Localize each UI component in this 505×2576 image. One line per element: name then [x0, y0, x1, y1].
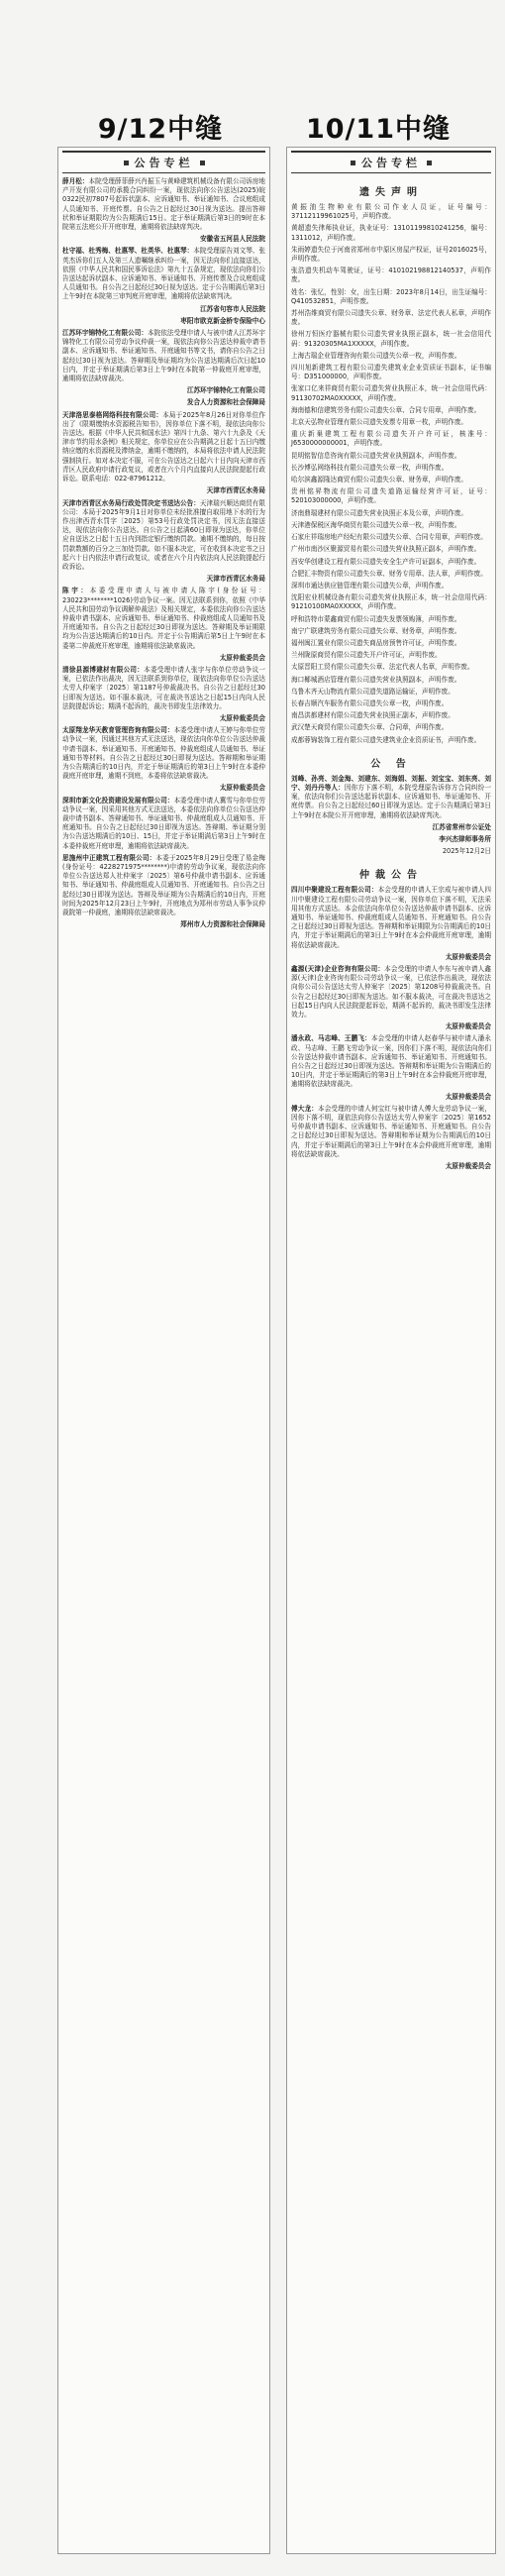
loss-notice-item: 西安华创建设工程有限公司遗失安全生产许可证副本，声明作废。: [291, 557, 481, 566]
notice-item: [291, 1105, 491, 1159]
loss-notice-item: 张家口亿来祥商贸有限公司遗失营业执照正本，统一社会信用代码：91130702MA0XXXXX，声明作废。: [291, 384, 491, 402]
notice-item: [291, 1034, 491, 1089]
square-ornament-icon: [200, 161, 205, 165]
loss-notice-item: 上海古瑞企业管理咨询有限公司遗失公章一枚，声明作废。: [291, 351, 461, 360]
loss-notice-item: 天津港保税区海华商贸有限公司遗失公章一枚，声明作废。: [291, 520, 461, 529]
right-notice-column: [286, 147, 496, 2554]
notice-signature: 江苏省常州市公证处: [432, 822, 491, 831]
loss-notice-item: 济南鼎瑞建材有限公司遗失营业执照正本及公章，声明作废。: [291, 508, 468, 517]
notice-body: 本局于2025年8月26日对你单位作出了《限期缴纳水资源税告知书》，因你单位下落不明，现依法向你公告送达。根据《中华人民共和国水法》第四十九条、第六十九条及《天津市节约用水条例》相关规定，你单位应在公告期满之日起十五日内缴纳应缴的水资源税及滞纳金，逾期不缴纳的，本局将依法申请人民法院强制执行。如对本决定不服，可在公告送达之日起六十日内向天津市西青区人民政府申请行政复议，或者在六个月内直接向人民法院提起行政诉讼。联系电话：022-87961212。: [62, 410, 265, 483]
notice-signature: 太原仲裁委员会: [445, 1162, 491, 1171]
notice-signature: 天津市西青区水务局: [206, 575, 265, 584]
notice-signature: 枣阳市欧克新金桥专保险中心: [180, 316, 265, 325]
notice-item: [62, 411, 265, 484]
notice-addressee: 陈宇：: [62, 587, 90, 595]
notice-body: 本院受理薛菲薛兴肖振玉与黄峰建筑机械设备有限公司诉房地产开发有限公司的承揽合同纠纷一案，现依法向你公告送达(2025)皖0322民初7807号起诉状副本、应诉通知书、举证通知书、合议庭组成人员通知书、开庭传票。自公告之日起经过30日视为送达。提出答辩状和举证期限均为公告期满后15日。定于举证期满后第3日的9时在本院第五法庭公开开庭审理，逾期将依法缺席判决。: [62, 177, 266, 232]
loss-notice-item: 长春吉顺汽车服务有限公司遗失公章一枚，声明作废。: [291, 698, 449, 707]
notice-addressee: 鑫源(天津)企业咨询有限公司：: [291, 965, 385, 973]
notice-addressee: 江苏环宇锦特化工有限公司：: [62, 329, 148, 338]
loss-notice-item: 深圳市通达供应链管理有限公司遗失公章，声明作废。: [291, 581, 449, 590]
notice-body: 本会受理的申请人赵春华与被申请人潘永政、马志峰、王鹏飞劳动争议一案，因你们下落不明，现依法向你们公告送达仲裁申请书副本、应诉通知书、举证通知书、开庭通知书。自公告之日起经过30日即视为送达。答辩期和举证期为公告期满后的10日内，并定于举证期满后的第3日上午9时在本会仲裁庭开庭审理，逾期将依法缺席裁决。: [291, 1034, 492, 1089]
right-column-title-text: 公告专栏: [361, 157, 421, 169]
loss-notice-item: 广州市南沙区聚源贸易有限公司遗失营业执照正副本，声明作废。: [291, 545, 481, 554]
loss-notice-item: 朱雨婷遗失位于河南省郑州市中原区房屋产权证，证号2016025号，声明作废。: [291, 245, 491, 264]
loss-notice-item: 徐州万恒医疗器械有限公司遗失营业执照正副本，统一社会信用代码：91320305MA1XXXXX，声明作废。: [291, 330, 491, 348]
notice-signature: 太原仲裁委员会: [445, 1092, 491, 1101]
notice-item: [62, 726, 265, 781]
loss-notice-item: 昆明铭智信息咨询有限公司遗失营业执照副本，声明作废。: [291, 451, 461, 460]
loss-notice-list: [291, 203, 491, 745]
notice-signature: 太原仲裁委员会: [219, 784, 265, 793]
loss-notice-item: 长沙博弘网络科技有限公司遗失公章一枚，声明作废。: [291, 463, 449, 472]
loss-notice-item: 姓名：张忆，性别：女，出生日期：2023年8月14日，出生证编号：Q410532851，声明作废。: [291, 287, 491, 305]
left-column-title: [62, 151, 265, 173]
right-column-heading: 10/11中缝: [305, 114, 451, 145]
notice-signature: 天津市西青区水务局: [206, 486, 265, 495]
notice-addressee: 太原翔龙华天教育管理咨询有限公司：: [62, 726, 174, 735]
notice-addressee: 思施州中正建筑工程有限公司：: [62, 853, 156, 862]
notice-body: 因你方下落不明，本院受理原告诉你方合同纠纷一案，依法向你们公告送达起诉状副本、应诉通知书、举证通知书、开庭传票。自公告之日起经过60日即视为送达。定于公告期满后第3日上午9时在本院公开开庭审理，逾期将依法缺席判决。: [291, 783, 492, 819]
notice-signature: 发合人力资源和社会保障局: [186, 398, 265, 407]
loss-notice-item: 黄振油生物种业有限公司作业人员证，证号编号：37112119961025号，声明作废。: [291, 203, 491, 221]
notice-body: 本委受理申请人与被申请人陈宇(身份证号：230223********1026)劳动争议一案。因无法联系到你，依照《中华人民共和国劳动争议调解仲裁法》及相关规定，本委依法向你公告送达仲裁申请书副本、应诉通知书、举证通知书、仲裁庭组成人员通知书及开庭通知书。自公告之日起经过30日即视为送达。答辩期及举证期限均为公告送达期满后的10日内。并定于公告期满后第5日上午9时在本委第二仲裁庭开庭审理，逾期将依法缺席裁决。: [62, 587, 265, 650]
notice-signature: 江苏环宇锦特化工有限公司: [186, 386, 265, 395]
left-column-title-text: 公告专栏: [134, 157, 194, 169]
announce-section-title: 公 告: [370, 758, 412, 770]
square-ornament-icon: [427, 161, 432, 165]
notice-signature: 郑州市人力资源和社会保障局: [180, 920, 265, 929]
loss-notice-item: 福州闽江置业有限公司遗失商品房预售许可证，声明作废。: [291, 638, 461, 647]
loss-notice-item: 武汉楚天商贸有限公司遗失公章、合同章，声明作废。: [291, 723, 449, 732]
loss-notice-item: 重庆新巢建筑工程有限公司遗失开户许可证，核准号：J6530000000001，声明作废。: [291, 430, 491, 448]
notice-body: 本委受理申请人张宇与你单位劳动争议一案，已依法作出裁决，因无法联系到你单位，现依法向你单位公告送达太劳人仲案字〔2025〕第1187号仲裁裁决书。自公告之日起经过30日即视为送达。如不服本裁决，可在裁决书送达之日起15日内向人民法院提起诉讼；期满不起诉的，裁决书即发生法律效力。: [62, 665, 266, 710]
loss-notice-item: 太原晋阳工贸有限公司遗失公章、法定代表人名章，声明作废。: [291, 663, 474, 672]
loss-notice-item: 四川旭新建筑工程有限公司遗失建筑业企业资质证书副本，证书编号：D351000000，声明作废。: [291, 364, 491, 381]
notice-signature: 太原仲裁委员会: [219, 653, 265, 662]
right-column-title: [291, 151, 491, 173]
notice-addressee: 深圳市新文化投资建设发展有限公司：: [62, 796, 174, 805]
notice-signature: 江苏省句容市人民法院: [200, 304, 265, 313]
loss-notice-item: 南昌洪都建材有限公司遗失营业执照正副本，声明作废。: [291, 711, 454, 720]
notice-item: [62, 177, 265, 232]
notice-body: 本委受理申请人冀雪与你单位劳动争议一案，因采用其他方式无法送达，本委依法向你单位公告送达仲裁申请书副本、答辩通知书、举证通知书、仲裁庭组成人员通知书、开庭通知书。自公告之日起经过30日即视为送达。答辩期、举证期分别为公告送达期满后的10日、15日，并定于举证期满后第3日上午9时在本委仲裁庭开庭审理，逾期将依法缺席裁决。: [62, 796, 266, 850]
loss-notice-item: 贵州铭昇物流有限公司遗失道路运输经营许可证，证号：520103000000，声明作废。: [291, 487, 491, 505]
arbitration-section-title: 仲裁公告: [359, 870, 423, 882]
loss-notice-item: 海口椰城酒店管理有限公司遗失营业执照副本，声明作废。: [291, 675, 461, 684]
loss-notice-item: 兰州陇原商贸有限公司遗失开户许可证，声明作废。: [291, 651, 442, 660]
left-notice-column: [57, 147, 270, 2554]
notice-item: [62, 854, 265, 917]
loss-notice-item: 黄超遗失律师执业证，执业证号：13101199810241256，编号：1311012，声明作废。: [291, 224, 491, 242]
loss-notice-item: 石家庄祥瑞房地产经纪有限公司遗失公章、合同专用章，声明作废。: [291, 533, 487, 542]
notice-body: 本院依法受理申请人与被申请人江苏环宇锦特化工有限公司劳动争议仲裁一案，现依法向你公告送达仲裁申请书副本、应诉通知书、举证通知书、开庭通知书等文书，请你自公告之日起经过30日视为送达。答辩期及举证期均为公告送达期满后次日起10日内，并定于举证期满后第3日上午9时在本院第一仲裁庭开庭审理，逾期将依法缺席裁决。: [62, 329, 266, 383]
notice-body: 本会受理的申请人王宗成与被申请人四川中聚建设工程有限公司劳动争议一案，因你单位下落不明，无法采用其他方式送达。本会依法向你单位公告送达仲裁申请书副本、应诉通知书、举证通知书、仲裁庭组成人员通知书、开庭通知书。自公告之日起经过30日即视为送达。答辩期和举证期限为公告期满后的10日内，并定于举证期满后的第3日上午9时在本会仲裁庭开庭审理，逾期将依法缺席裁决。: [291, 886, 492, 949]
notice-item: [62, 329, 265, 383]
notice-item: [62, 587, 265, 650]
notice-addressee: 傅大龙：: [291, 1104, 318, 1113]
notice-body: 本会受理的申请人李东与被申请人鑫源(天津)企业咨询有限公司劳动争议一案，已依法作出裁决，现依法向你公司公告送达太劳人仲案字〔2025〕第1208号仲裁裁决书。自公告之日起经过30日即视为送达。如不服本裁决，可在裁决书送达之日起15日内向人民法院提起诉讼，期满不起诉的，裁决书即发生法律效力。: [291, 965, 491, 1020]
loss-notice-item: 乌鲁木齐天山物流有限公司遗失道路运输证，声明作废。: [291, 687, 454, 696]
notice-addressee: 四川中聚建设工程有限公司：: [291, 886, 378, 895]
loss-notice-item: 成都蓉锦装饰工程有限公司遗失建筑业企业资质证书，声明作废。: [291, 735, 481, 744]
loss-notice-item: 呼和浩特市蒙鑫商贸有限公司遗失发票领购簿，声明作废。: [291, 614, 461, 623]
notice-body: 本委受理申请人王婷与你单位劳动争议一案，因通过其他方式无法送达，现依法向你单位公告送达仲裁申请书副本、举证通知书、开庭通知书、仲裁庭组成人员通知书、举证通知书等材料。自公告之日起经过30日即视为送达。答辩期和举证期为公告期满后的10日内，并定于举证期满后的第3日上午9时在本委仲裁庭开庭审理，逾期不到庭，本委将依法缺席裁决。: [62, 726, 266, 781]
square-ornament-icon: [351, 161, 355, 165]
notice-item: [62, 666, 265, 711]
notice-item: [62, 499, 265, 573]
notice-body: 本委于2025年8月29日受理了易金梅(身份证号：4228271975********)申请的劳动争议案，现依法向你单位公告送达郑人社仲案字〔2025〕第6号仲裁申请书副本、应诉通知书、举证通知书、仲裁庭组成人员通知书、开庭通知书。自公告之日起经过30日即视为送达。答辩及举证期为公告期满后的10日内，开庭时间为2025年12月23日上午9时，开庭地点为郑州市劳动人事争议仲裁院第一仲裁庭，逾期将依法缺席裁决。: [62, 853, 265, 917]
notice-body: 天津瑞兴顺达商贸有限公司：本局于2025年9月1日对你单位未经批准擅自取用地下水的行为作出津西青水罚字〔2025〕第53号行政处罚决定书，因无法直接送达，现依法向你公告送达。自公告之日起满60日即视为送达，你单位应自送达之日起十五日内到指定银行缴纳罚款。逾期不缴纳的，每日按罚款数额的百分之三加处罚款。如不服本决定，可在收到本决定书之日起六十日内依法申请行政复议，或者在六个月内依法向人民法院提起行政诉讼。: [62, 498, 266, 571]
notice-addressee: 天津洛思泰格网络科技有限公司：: [62, 410, 163, 419]
notice-item: [291, 775, 491, 820]
notice-addressee: 刘峰、孙亮、刘金海、刘建东、刘海娟、刘振、刘宝宝、刘东亮、刘宁、刘丹丹等人：: [291, 774, 491, 792]
notice-item: [62, 247, 265, 301]
loss-notice-item: 苏州浩维商贸有限公司遗失公章、财务章、法定代表人私章，声明作废。: [291, 309, 491, 327]
notice-item: [291, 886, 491, 949]
notice-signature: 安徽省五河县人民法院: [200, 235, 265, 244]
loss-notice-item: 北京天弘物业管理有限公司遗失发票专用章一枚，声明作废。: [291, 418, 468, 427]
notice-addressee: 天津市西青区水务局行政处罚决定书送达公告：: [62, 498, 200, 507]
notice-signature: 太原仲裁委员会: [219, 713, 265, 722]
notice-item: [291, 965, 491, 1020]
notice-signature: 太原仲裁委员会: [445, 952, 491, 961]
loss-notice-item: 哈尔滨鑫源隆达商贸有限公司遗失公章、财务章，声明作废。: [291, 476, 468, 484]
notice-body: 本院受理原告刘文琴、张英杰诉你们五人及第三人遗嘱继承纠纷一案，因无法向你们直接送达，依照《中华人民共和国民事诉讼法》第九十五条规定，现依法向你们公告送达起诉状副本、应诉通知书、举证通知书、开庭传票及合议庭组成人员通知书。自公告之日起经过30日视为送达。定于公告期满后第3日上午9时在本院第三审判庭开庭审理，逾期将依法缺席判决。: [62, 247, 266, 301]
notice-signature: 太原仲裁委员会: [445, 1022, 491, 1031]
loss-notice-item: 合肥汇丰物资有限公司遗失公章、财务专用章、法人章，声明作废。: [291, 569, 487, 578]
loss-notice-item: 南宁广联建筑劳务有限公司遗失公章、财务章，声明作废。: [291, 626, 461, 635]
notice-signature: 李兴杰律师事务所: [439, 834, 491, 843]
loss-notice-item: 海南德和信建筑劳务有限公司遗失公章、合同专用章，声明作废。: [291, 405, 481, 414]
loss-section-title: 遗失声明: [359, 187, 423, 198]
notice-item: [62, 797, 265, 851]
loss-notice-item: 张浩遗失机动车驾驶证，证号：410102198812140537，声明作废。: [291, 267, 491, 284]
notice-addressee: 杜守福、杜秀梅、杜惠琴、杜英华、杜惠琴：: [62, 247, 194, 256]
notice-date: 2025年12月2日: [442, 847, 491, 856]
notice-addressee: 清徐县源博建材有限公司：: [62, 665, 145, 674]
square-ornament-icon: [124, 161, 129, 165]
loss-notice-item: 沈阳宏业机械设备有限公司遗失营业执照正本，统一社会信用代码：91210100MA0XXXXX，声明作废。: [291, 593, 491, 611]
left-column-heading: 9/12中缝: [97, 114, 224, 145]
notice-body: 本会受理的申请人何宝红与被申请人傅大龙劳动争议一案，因你下落不明，现依法向你公告送达太劳人仲案字〔2025〕第1652号仲裁申请书副本、应诉通知书、举证通知书、开庭通知书。自公告之日起经过30日即视为送达。答辩期和举证期为公告期满后的10日内，并定于举证期满后的第3日上午9时在本会仲裁庭开庭审理，逾期将依法缺席裁决。: [291, 1104, 491, 1158]
notice-addressee: 潘永政、马志峰、王鹏飞：: [291, 1034, 371, 1043]
notice-addressee: 薛月松：: [62, 177, 89, 185]
